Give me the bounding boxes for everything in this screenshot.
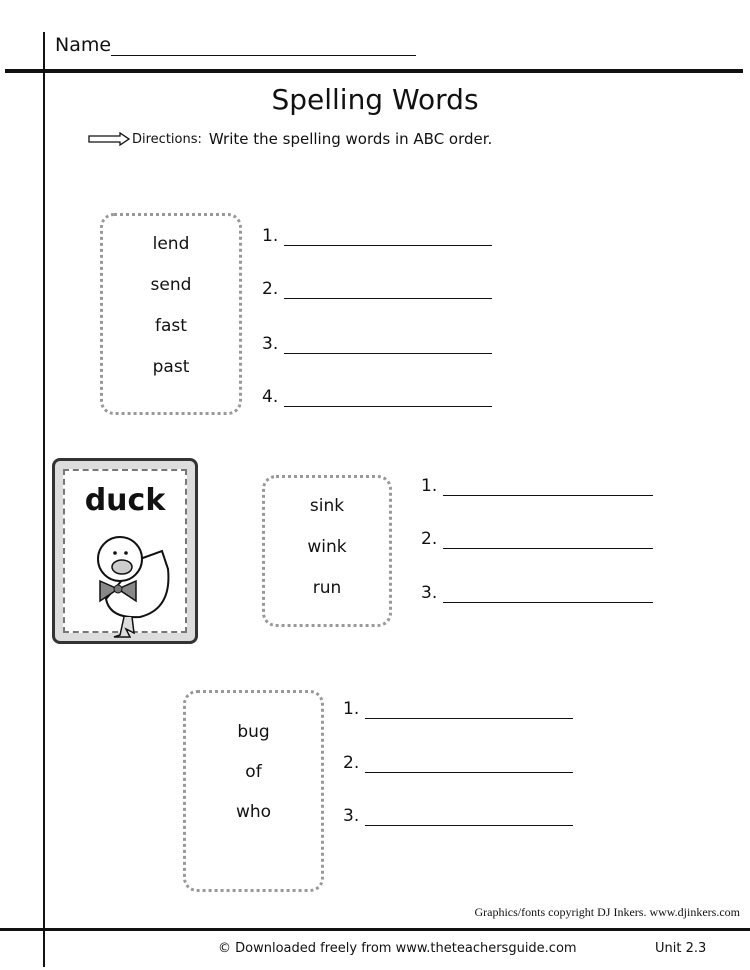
answer-line[interactable] [343, 699, 573, 719]
directions [88, 130, 492, 148]
word: who [235, 802, 272, 822]
answer-line[interactable] [343, 753, 573, 773]
copyright-credit: Graphics/fonts copyright DJ Inkers. www.djinkers.com [474, 905, 740, 919]
directions-text: Write the spelling words in ABC order. [208, 130, 493, 148]
line-number: 1. [343, 699, 360, 719]
duck-picture-card [52, 458, 198, 644]
margin-line [43, 32, 45, 967]
line-number: 2. [421, 529, 438, 549]
name-label: Name [55, 34, 112, 56]
line-number: 4. [262, 387, 279, 407]
answer-line[interactable] [262, 387, 492, 407]
name-blank[interactable] [111, 39, 416, 56]
line-number: 2. [343, 753, 360, 773]
word: fast [155, 316, 187, 336]
word-box-2 [262, 475, 392, 627]
word: run [312, 578, 342, 598]
answer-line[interactable] [262, 226, 492, 246]
page-title: Spelling Words [271, 83, 479, 116]
answer-line[interactable] [421, 476, 653, 496]
duck-illustration [80, 529, 180, 639]
word: wink [307, 537, 347, 557]
line-number: 3. [421, 583, 438, 603]
card-word: duck [84, 483, 166, 518]
word: sink [309, 496, 345, 516]
footer-divider [0, 928, 750, 931]
word: send [150, 275, 192, 295]
line-number: 1. [262, 226, 279, 246]
footer-source: © Downloaded freely from www.theteachersguide.com [218, 941, 577, 956]
word: lend [152, 234, 190, 254]
word: past [152, 357, 190, 377]
word: of [245, 762, 262, 782]
line-number: 2. [262, 279, 279, 299]
line-number: 3. [262, 334, 279, 354]
directions-label: Directions: [132, 131, 202, 147]
line-number: 3. [343, 806, 360, 826]
answer-line[interactable] [262, 279, 492, 299]
word-box-1 [100, 213, 242, 415]
header-divider [5, 69, 743, 73]
unit-label: Unit 2.3 [655, 941, 707, 956]
answer-line[interactable] [421, 529, 653, 549]
answer-line[interactable] [343, 806, 573, 826]
arrow-right-icon [88, 132, 130, 146]
name-field[interactable] [55, 34, 416, 56]
line-number: 1. [421, 476, 438, 496]
word: bug [237, 722, 270, 742]
answer-line[interactable] [421, 583, 653, 603]
word-box-3 [183, 690, 324, 892]
answer-line[interactable] [262, 334, 492, 354]
